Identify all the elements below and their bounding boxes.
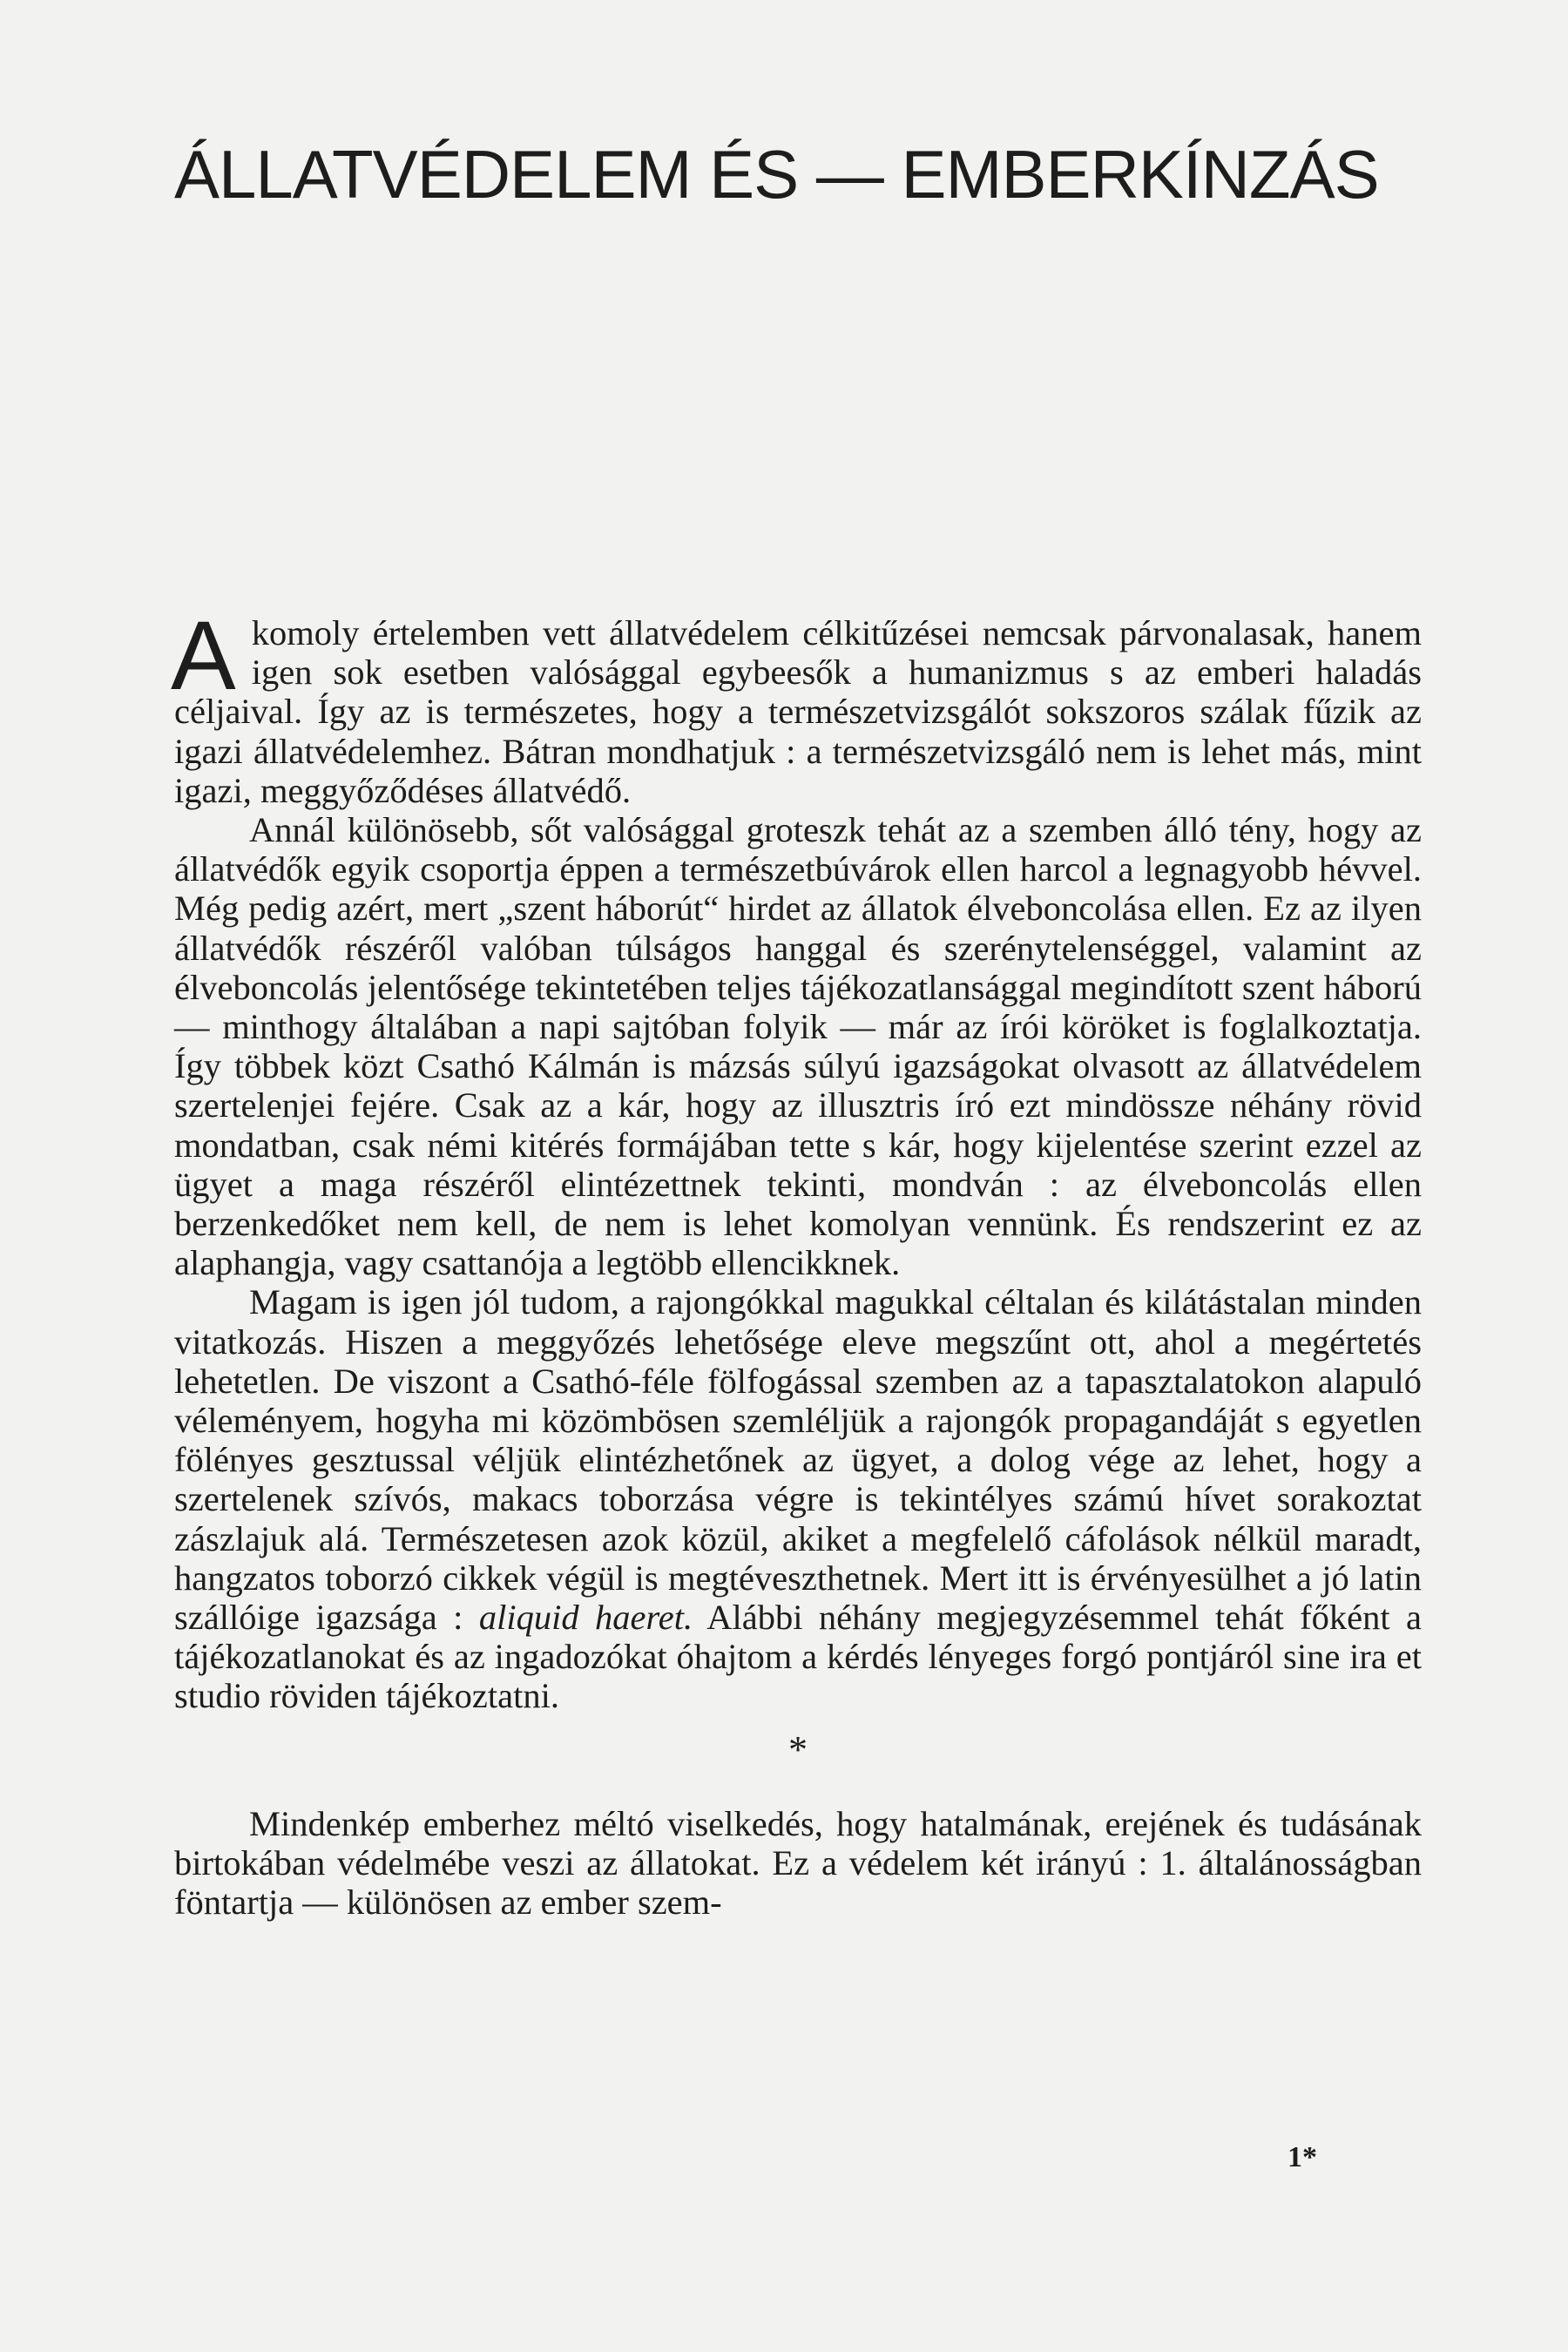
article-title: ÁLLATVÉDELEM ÉS — EMBERKÍNZÁS — [174, 136, 1379, 213]
paragraph-1-text: komoly értelemben vett állatvédelem célkitűzései nemcsak párvonalasak, hanem igen sok esetben valósággal egybeesők a humanizmus s az emberi haladás céljaival. Így az is természetes, hogy a természetvizsgálót sokszoros szálak fűzik az igazi állatvédelemhez. Bátran mondhatjuk : a természetvizsgáló nem is lehet más, mint igazi, meggyőződéses állatvédő. — [174, 613, 1422, 810]
paragraph-3-text: Magam is igen jól tudom, a rajongókkal magukkal céltalan és kilátástalan minden vitatkozás. Hiszen a meggyőzés lehetősége eleve megszűnt ott, ahol a megértetés lehetetlen. De viszont a Csathó-féle fölfogással szemben az a tapasztalatokon alapuló véleményem, hogyha mi közömbösen szemléljük a rajongók propagandáját s egyetlen fölényes gesztussal véljük elintézhetőnek az ügyet, a dolog vége az lehet, hogy a szertelenek szívós, makacs toborzása végre is tekintélyes számú hívet sorakoztat zászlajuk alá. Természetesen azok közül, akiket a megfelelő cáfolások nélkül maradt, hangzatos toborzó cikkek végül is megtéveszthetnek. Mert itt is érvényesülhet a jó latin szállóige igazsága : — [174, 1282, 1422, 1638]
section-divider: * — [788, 1727, 808, 1771]
paragraph-1 — [171, 601, 1422, 810]
paragraph-2: Annál különösebb, sőt valósággal groteszk tehát az a szemben álló tény, hogy az állatvédők egyik csoportja éppen a természetbúvárok ellen harcol a legnagyobb hévvel. Még pedig azért, mert „szent háborút“ hirdet az állatok élveboncolása ellen. Ez az ilyen állatvédők részéről valóban túlságos hanggal és szerénytelenséggel, valamint az élveboncolás jelentősége tekintetében teljes tájékozatlansággal megindított szent háború — minthogy általában a napi sajtóban folyik — már az írói köröket is foglalkoztatja. Így többek közt Csathó Kálmán is mázsás súlyú igazságokat olvasott az állatvédelem szertelenjei fejére. Csak az a kár, hogy az illusztris író ezt mindössze néhány rövid mondatban, csak némi kitérés formájában tette s kár, hogy kijelentése szerint ezzel az ügyet a maga részéről elintézettnek tekinti, mondván : az élveboncolás ellen berzenkedőket nem kell, de nem is lehet komolyan vennünk. És rendszerint ez az alaphangja, vagy csattanója a legtöbb ellencikknek. — [174, 810, 1422, 1283]
page-number: 1* — [1288, 2141, 1317, 2173]
paragraph-3-rest: Alábbi néhány megjegyzésemmel tehát főként a tájékozatlanokat és az ingadozókat óhajtom a kérdés lényeges forgó pontjáról sine ira et studio röviden tájékoztatni. — [174, 1598, 1422, 1716]
article-body — [171, 601, 1422, 1923]
paragraph-4: Mindenkép emberhez méltó viselkedés, hogy hatalmának, erejének és tudásának birtokában védelmébe veszi az állatokat. Ez a védelem két irányú : 1. általánosságban föntartja — különösen az ember szem- — [174, 1803, 1422, 1923]
paragraph-3 — [174, 1282, 1422, 1715]
drop-cap: A — [171, 601, 236, 710]
latin-phrase: aliquid haeret. — [478, 1598, 693, 1638]
